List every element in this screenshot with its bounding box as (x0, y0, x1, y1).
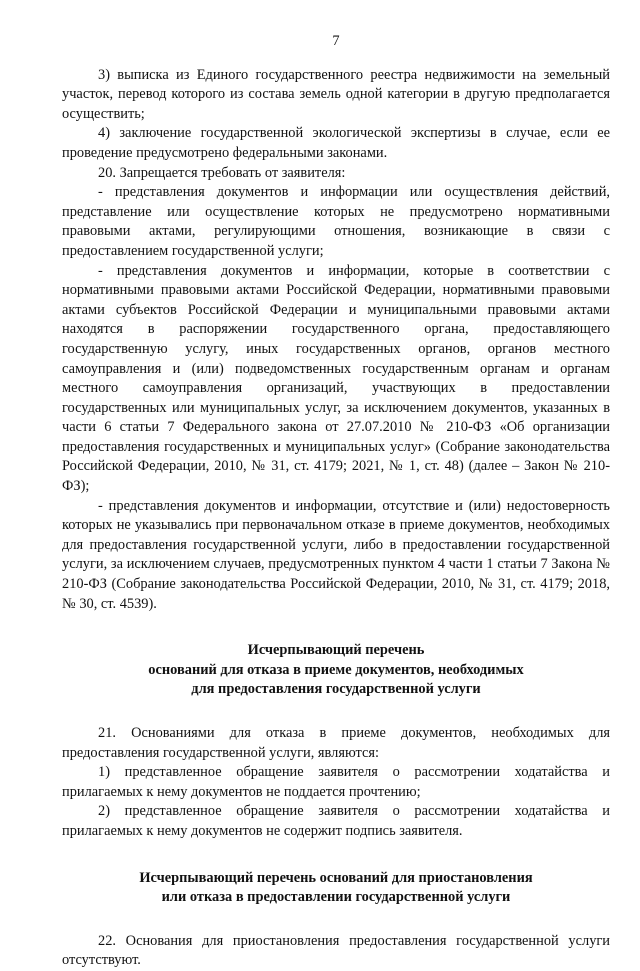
page-number: 7 (332, 33, 340, 49)
heading-line: Исчерпывающий перечень (247, 642, 425, 659)
document-page (62, 32, 610, 971)
paragraph-22-suspension: 22. Основания для приостановления предоставления государственной услуги отсутствуют. (62, 932, 610, 969)
section-heading-suspension-grounds (62, 869, 610, 908)
paragraph-item-3-extract: 3) выписка из Единого государственного реестра недвижимости на земельный участок, перевод которого из состава земель одной категории в другую предполагается осуществить; (62, 66, 610, 122)
heading-line: Исчерпывающий перечень оснований для приостановления (139, 869, 533, 886)
section-heading-refusal-grounds (62, 641, 610, 700)
paragraph-20-prohibition: 20. Запрещается требовать от заявителя: (98, 164, 346, 181)
spacer (62, 614, 610, 641)
paragraph-prohibition-3: - представления документов и информации, отсутствие и (или) недостоверность которых не указывались при первоначальном отказе в приеме документов, необходимых для предоставления государственной услуги, либо в предоставлении государственной услуги, за исключением случаев, предусмотренных пунктом 4 части 1 статьи 7 Закона № 210-ФЗ (Собрание законодательства Российской Федерации, 2010, № 31, ст. 4179; 2018, № 30, ст. 4539). (62, 497, 610, 612)
heading-line: для предоставления государственной услуги (191, 681, 481, 698)
heading-line: или отказа в предоставлении государственной услуги (161, 889, 511, 906)
heading-line: оснований для отказа в приеме документов, необходимых (148, 661, 524, 678)
paragraph-item-4-ecological-expertise: 4) заключение государственной экологической экспертизы в случае, если ее проведение предусмотрено федеральными законами. (62, 125, 610, 161)
paragraph-21-item-1: 1) представленное обращение заявителя о рассмотрении ходатайства и прилагаемых к нему документов не поддается прочтению; (62, 764, 610, 800)
paragraph-21-refusal-grounds: 21. Основаниями для отказа в приеме документов, необходимых для предоставления государственной услуги, являются: (62, 725, 610, 761)
paragraph-prohibition-1: - представления документов и информации или осуществления действий, представление или осуществление которых не предусмотрено нормативными правовыми актами, регулирующими отношения, возникающие в связи с предоставлением государственной услуги; (62, 184, 610, 259)
spacer (62, 700, 610, 724)
paragraph-prohibition-2: - представления документов и информации, которые в соответствии с нормативными правовыми актами Российской Федерации, нормативными правовыми актами субъектов Российской Федерации и муниципальными правовыми актами находятся в распоряжении государственного органа, предоставляющего государственную услугу, иных государственных органов, органов местного самоуправления и (или) подведомственных государственным органам и органам местного самоуправления организаций, участвующих в предоставлении государственных или муниципальных услуг, за исключением документов, указанных в части 6 статьи 7 Федерального закона от 27.07.2010 № 210-ФЗ «Об организации предоставления государственных и муниципальных услуг» (Собрание законодательства Российской Федерации, 2010, № 31, ст. 4179; 2021, № 1, ст. 48) (далее – Закон № 210-ФЗ); (62, 262, 610, 495)
spacer (62, 908, 610, 932)
paragraph-21-item-2: 2) представленное обращение заявителя о рассмотрении ходатайства и прилагаемых к нему документов не содержит подпись заявителя. (62, 803, 610, 839)
spacer (62, 842, 610, 869)
